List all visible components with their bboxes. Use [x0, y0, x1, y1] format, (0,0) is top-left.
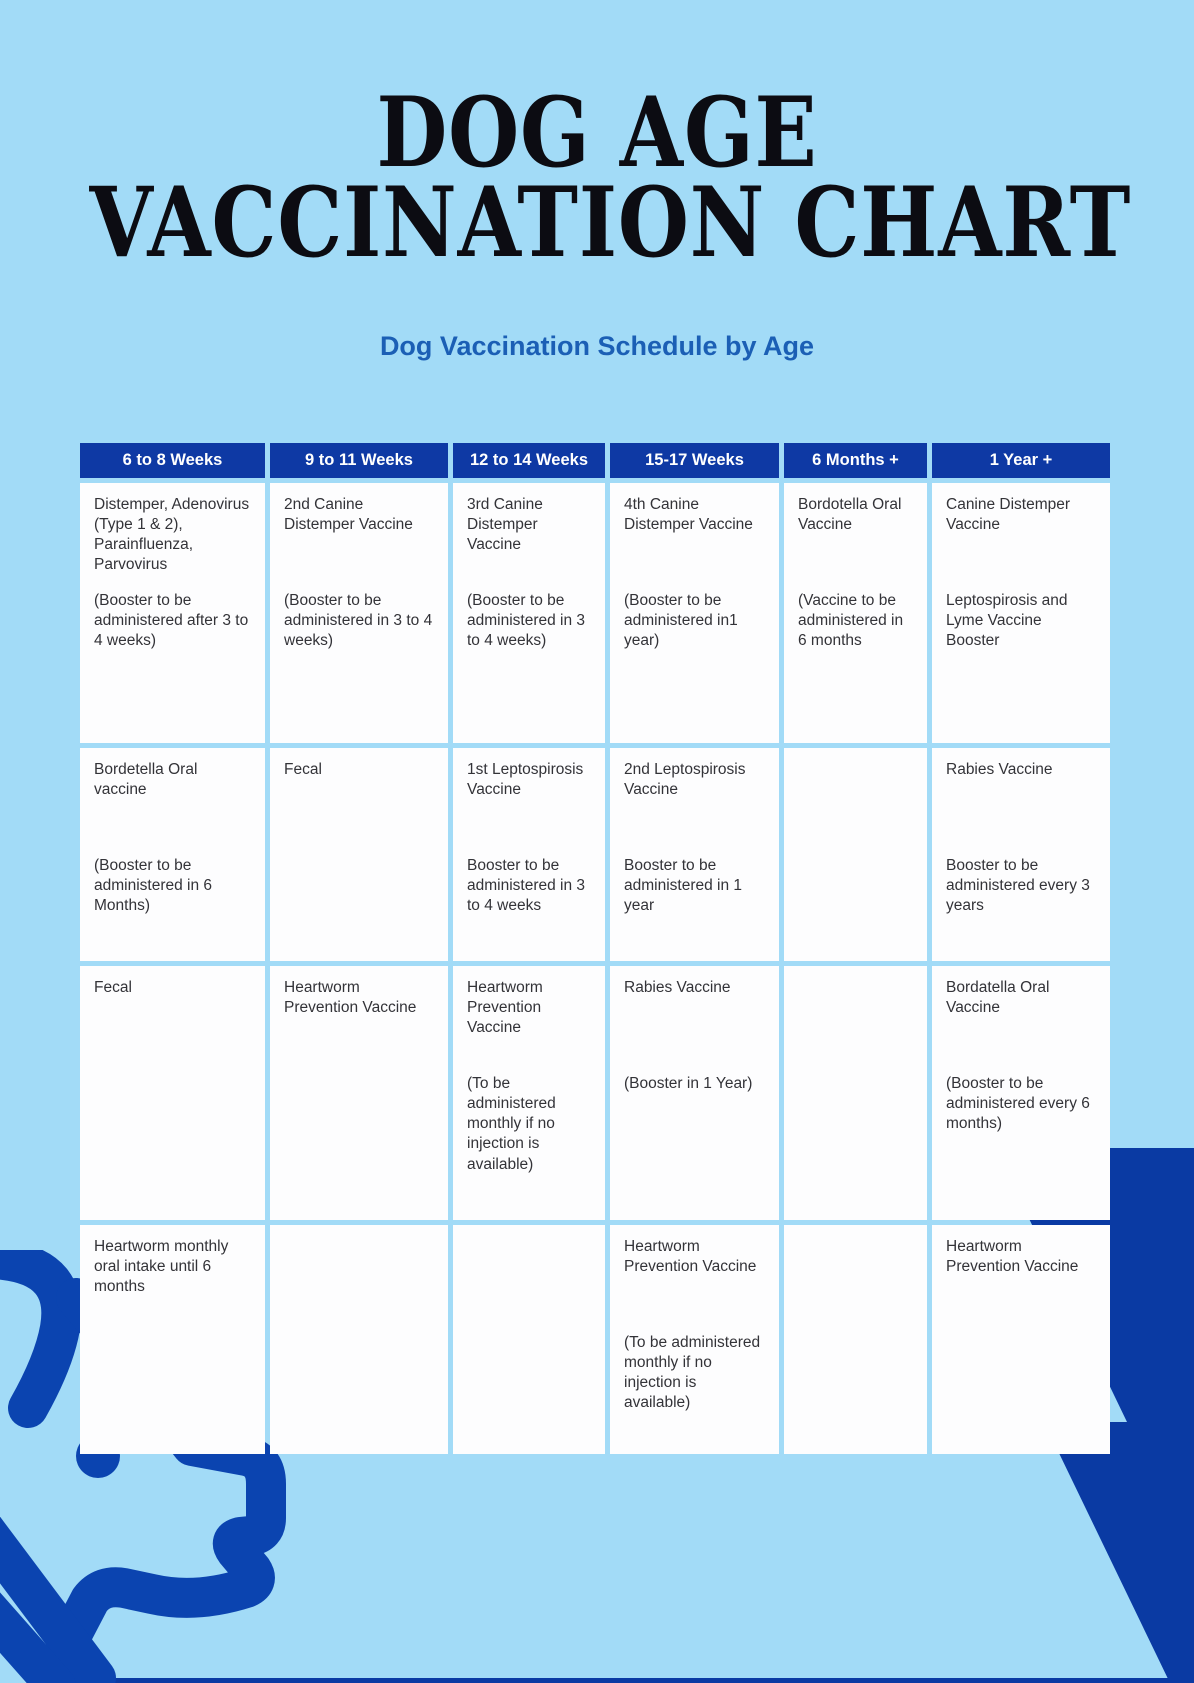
column-header-1-year-plus: 1 Year + — [932, 443, 1110, 478]
table-cell-r2c4 — [610, 748, 779, 961]
cell-text — [467, 1237, 591, 1333]
table-cell-r4c6 — [932, 1225, 1110, 1454]
table-cell-r2c3 — [453, 748, 605, 961]
table-cell-r3c2 — [270, 966, 448, 1220]
column-header-6-to-8-weeks: 6 to 8 Weeks — [80, 443, 265, 478]
header-row — [80, 443, 1110, 478]
table-row — [80, 966, 1110, 1220]
column-header-12-to-14-weeks: 12 to 14 Weeks — [453, 443, 605, 478]
cell-text: Heartworm Prevention Vaccine — [467, 979, 543, 1037]
cell-note: (To be administered monthly if no injection is available) — [624, 1334, 761, 1412]
page-title-line2: VACCINATION CHART — [89, 166, 1132, 280]
cell-text: Bordotella Oral Vaccine — [798, 496, 902, 534]
table-row — [80, 748, 1110, 961]
table-cell-r1c6 — [932, 483, 1110, 743]
cell-note: Leptospirosis and Lyme Vaccine Booster — [946, 592, 1068, 650]
cell-note: (To be administered monthly if no injection is available) — [467, 1075, 556, 1173]
page-title-line1: DOG AGE — [376, 76, 818, 189]
cell-text — [798, 1237, 913, 1333]
cell-note: (Booster to be administered in1 year) — [624, 592, 738, 650]
cell-text: 3rd Canine Distemper Vaccine — [467, 496, 543, 554]
table-cell-r3c1 — [80, 966, 265, 1220]
cell-note: (Booster to be administered every 6 months) — [946, 1075, 1090, 1133]
cell-text: 2nd Canine Distemper Vaccine — [284, 496, 413, 534]
cell-text — [798, 760, 913, 856]
cell-note: (Booster to be administered in 3 to 4 weeks) — [284, 592, 433, 650]
cell-text: Bordatella Oral Vaccine — [946, 979, 1050, 1017]
column-header-9-to-11-weeks: 9 to 11 Weeks — [270, 443, 448, 478]
vaccination-schedule-table — [75, 438, 1115, 1459]
cell-note: (Booster to be administered in 3 to 4 weeks) — [467, 592, 586, 650]
table-cell-r3c6 — [932, 966, 1110, 1220]
dog-ear — [4, 1260, 61, 1408]
table-cell-r2c2 — [270, 748, 448, 961]
cell-note: Booster to be administered in 1 year — [624, 857, 743, 915]
cell-text: 4th Canine Distemper Vaccine — [624, 496, 753, 534]
page-title — [89, 76, 1132, 280]
table-cell-r1c2 — [270, 483, 448, 743]
table-cell-r4c3 — [453, 1225, 605, 1454]
cell-text: 1st Leptospirosis Vaccine — [467, 761, 584, 799]
cell-text: Fecal — [284, 761, 322, 778]
cell-text: 2nd Leptospirosis Vaccine — [624, 761, 746, 799]
cell-text: Heartworm monthly oral intake until 6 months — [94, 1238, 229, 1296]
table-cell-r4c5 — [784, 1225, 927, 1454]
cell-note: Booster to be administered in 3 to 4 weeks — [467, 857, 586, 915]
cell-text — [284, 1237, 434, 1333]
cell-text: Bordetella Oral vaccine — [94, 761, 198, 799]
table-cell-r2c6 — [932, 748, 1110, 961]
cell-note: (Booster to be administered in 6 Months) — [94, 857, 213, 915]
table-cell-r2c1 — [80, 748, 265, 961]
cell-text: Heartworm Prevention Vaccine — [946, 1238, 1079, 1276]
table-cell-r4c2 — [270, 1225, 448, 1454]
cell-note: Booster to be administered every 3 years — [946, 857, 1090, 915]
cell-text — [798, 978, 913, 1074]
table-cell-r1c3 — [453, 483, 605, 743]
page-subtitle: Dog Vaccination Schedule by Age — [379, 331, 815, 361]
cell-note: (Booster in 1 Year) — [624, 1075, 753, 1092]
cell-note: (Booster to be administered after 3 to 4 weeks) — [94, 592, 249, 650]
cell-text: Fecal — [94, 979, 132, 996]
table-cell-r3c5 — [784, 966, 927, 1220]
cell-text: Heartworm Prevention Vaccine — [624, 1238, 757, 1276]
cell-text: Heartworm Prevention Vaccine — [284, 979, 417, 1017]
cell-text: Canine Distemper Vaccine — [946, 496, 1071, 534]
cell-text: Distemper, Adenovirus (Type 1 & 2), Parainfluenza, Parvovirus — [94, 496, 250, 574]
column-header-6-months-plus: 6 Months + — [784, 443, 927, 478]
table-cell-r1c1 — [80, 483, 265, 743]
column-header-15-17-weeks: 15-17 Weeks — [610, 443, 779, 478]
table-cell-r1c4 — [610, 483, 779, 743]
table-cell-r1c5 — [784, 483, 927, 743]
table-row — [80, 1225, 1110, 1454]
table-cell-r3c3 — [453, 966, 605, 1220]
table-cell-r4c1 — [80, 1225, 265, 1454]
cell-text: Rabies Vaccine — [946, 761, 1053, 778]
table-cell-r2c5 — [784, 748, 927, 961]
cell-note: (Vaccine to be administered in 6 months — [798, 592, 904, 650]
table-cell-r3c4 — [610, 966, 779, 1220]
table-row — [80, 483, 1110, 743]
table-cell-r4c4 — [610, 1225, 779, 1454]
cell-text: Rabies Vaccine — [624, 979, 731, 996]
